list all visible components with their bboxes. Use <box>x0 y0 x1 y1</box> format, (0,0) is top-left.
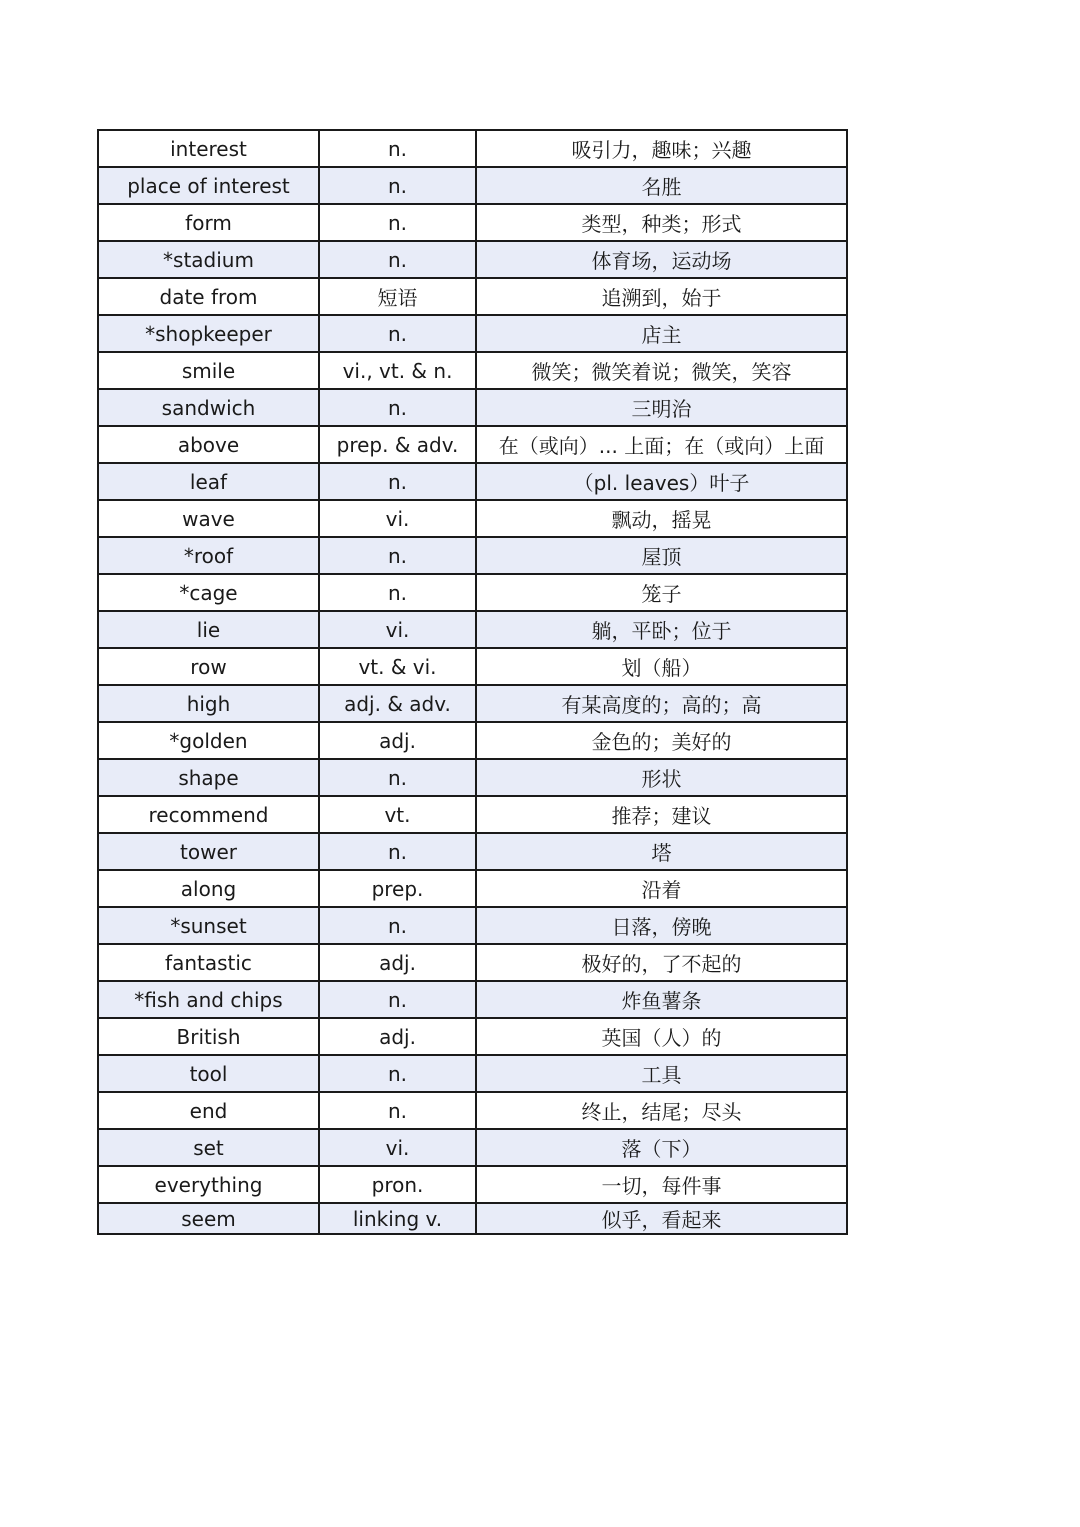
word-cell: along <box>98 870 319 907</box>
meaning-cell: 三明治 <box>476 389 847 426</box>
part-of-speech-cell: n. <box>319 574 476 611</box>
meaning-cell: 吸引力，趣味；兴趣 <box>476 130 847 167</box>
part-of-speech-cell: adj. <box>319 944 476 981</box>
table-row <box>98 981 847 1018</box>
part-of-speech-cell: n. <box>319 759 476 796</box>
part-of-speech-cell: prep. <box>319 870 476 907</box>
meaning-cell: 沿着 <box>476 870 847 907</box>
table-row <box>98 463 847 500</box>
part-of-speech-cell: pron. <box>319 1166 476 1203</box>
part-of-speech-cell: n. <box>319 204 476 241</box>
meaning-cell: 形状 <box>476 759 847 796</box>
meaning-cell: 有某高度的；高的；高 <box>476 685 847 722</box>
table-row <box>98 1055 847 1092</box>
vocabulary-table-body <box>98 130 847 1234</box>
table-row <box>98 833 847 870</box>
meaning-cell: 躺，平卧；位于 <box>476 611 847 648</box>
word-cell: high <box>98 685 319 722</box>
meaning-cell: 划（船） <box>476 648 847 685</box>
meaning-cell: 日落，傍晚 <box>476 907 847 944</box>
part-of-speech-cell: vi. <box>319 1129 476 1166</box>
meaning-cell: 终止，结尾；尽头 <box>476 1092 847 1129</box>
table-row <box>98 167 847 204</box>
meaning-cell: 塔 <box>476 833 847 870</box>
meaning-cell: 笼子 <box>476 574 847 611</box>
part-of-speech-cell: linking v. <box>319 1203 476 1234</box>
part-of-speech-cell: n. <box>319 537 476 574</box>
table-row <box>98 1018 847 1055</box>
meaning-cell: 微笑；微笑着说；微笑，笑容 <box>476 352 847 389</box>
part-of-speech-cell: n. <box>319 130 476 167</box>
meaning-cell: 极好的，了不起的 <box>476 944 847 981</box>
table-row <box>98 537 847 574</box>
meaning-cell: 推荐；建议 <box>476 796 847 833</box>
part-of-speech-cell: 短语 <box>319 278 476 315</box>
meaning-cell: 体育场，运动场 <box>476 241 847 278</box>
table-row <box>98 796 847 833</box>
meaning-cell: 名胜 <box>476 167 847 204</box>
word-cell: sandwich <box>98 389 319 426</box>
meaning-cell: 金色的；美好的 <box>476 722 847 759</box>
meaning-cell: 工具 <box>476 1055 847 1092</box>
table-row <box>98 278 847 315</box>
table-row <box>98 1092 847 1129</box>
part-of-speech-cell: vi. <box>319 611 476 648</box>
part-of-speech-cell: adj. <box>319 1018 476 1055</box>
part-of-speech-cell: n. <box>319 833 476 870</box>
table-row <box>98 241 847 278</box>
meaning-cell: （pl. leaves）叶子 <box>476 463 847 500</box>
part-of-speech-cell: vi., vt. & n. <box>319 352 476 389</box>
meaning-cell: 英国（人）的 <box>476 1018 847 1055</box>
meaning-cell: 一切，每件事 <box>476 1166 847 1203</box>
table-row <box>98 574 847 611</box>
word-cell: seem <box>98 1203 319 1234</box>
word-cell: recommend <box>98 796 319 833</box>
word-cell: date from <box>98 278 319 315</box>
meaning-cell: 追溯到，始于 <box>476 278 847 315</box>
word-cell: everything <box>98 1166 319 1203</box>
word-cell: row <box>98 648 319 685</box>
table-row <box>98 1166 847 1203</box>
part-of-speech-cell: n. <box>319 1055 476 1092</box>
table-row <box>98 500 847 537</box>
word-cell: *shopkeeper <box>98 315 319 352</box>
word-cell: shape <box>98 759 319 796</box>
word-cell: *cage <box>98 574 319 611</box>
meaning-cell: 飘动，摇晃 <box>476 500 847 537</box>
word-cell: *sunset <box>98 907 319 944</box>
table-row <box>98 389 847 426</box>
word-cell: *fish and chips <box>98 981 319 1018</box>
table-row <box>98 352 847 389</box>
word-cell: fantastic <box>98 944 319 981</box>
table-row <box>98 870 847 907</box>
table-row <box>98 759 847 796</box>
meaning-cell: 似乎，看起来 <box>476 1203 847 1234</box>
word-cell: tool <box>98 1055 319 1092</box>
table-row <box>98 315 847 352</box>
table-row <box>98 1203 847 1234</box>
vocabulary-table <box>97 129 848 1235</box>
part-of-speech-cell: vt. & vi. <box>319 648 476 685</box>
word-cell: *roof <box>98 537 319 574</box>
part-of-speech-cell: n. <box>319 315 476 352</box>
table-row <box>98 944 847 981</box>
part-of-speech-cell: vt. <box>319 796 476 833</box>
part-of-speech-cell: n. <box>319 1092 476 1129</box>
word-cell: wave <box>98 500 319 537</box>
meaning-cell: 屋顶 <box>476 537 847 574</box>
word-cell: interest <box>98 130 319 167</box>
word-cell: lie <box>98 611 319 648</box>
table-row <box>98 648 847 685</box>
meaning-cell: 落（下） <box>476 1129 847 1166</box>
table-row <box>98 722 847 759</box>
word-cell: smile <box>98 352 319 389</box>
part-of-speech-cell: prep. & adv. <box>319 426 476 463</box>
word-cell: tower <box>98 833 319 870</box>
word-cell: place of interest <box>98 167 319 204</box>
part-of-speech-cell: n. <box>319 981 476 1018</box>
table-row <box>98 130 847 167</box>
table-row <box>98 1129 847 1166</box>
meaning-cell: 在（或向）... 上面；在（或向）上面 <box>476 426 847 463</box>
part-of-speech-cell: adj. <box>319 722 476 759</box>
table-row <box>98 204 847 241</box>
word-cell: leaf <box>98 463 319 500</box>
part-of-speech-cell: n. <box>319 241 476 278</box>
part-of-speech-cell: n. <box>319 389 476 426</box>
meaning-cell: 店主 <box>476 315 847 352</box>
table-row <box>98 611 847 648</box>
meaning-cell: 类型，种类；形式 <box>476 204 847 241</box>
word-cell: above <box>98 426 319 463</box>
table-row <box>98 907 847 944</box>
table-row <box>98 685 847 722</box>
meaning-cell: 炸鱼薯条 <box>476 981 847 1018</box>
word-cell: form <box>98 204 319 241</box>
part-of-speech-cell: vi. <box>319 500 476 537</box>
part-of-speech-cell: n. <box>319 167 476 204</box>
word-cell: *stadium <box>98 241 319 278</box>
part-of-speech-cell: adj. & adv. <box>319 685 476 722</box>
word-cell: *golden <box>98 722 319 759</box>
part-of-speech-cell: n. <box>319 907 476 944</box>
word-cell: British <box>98 1018 319 1055</box>
word-cell: end <box>98 1092 319 1129</box>
table-row <box>98 426 847 463</box>
word-cell: set <box>98 1129 319 1166</box>
part-of-speech-cell: n. <box>319 463 476 500</box>
